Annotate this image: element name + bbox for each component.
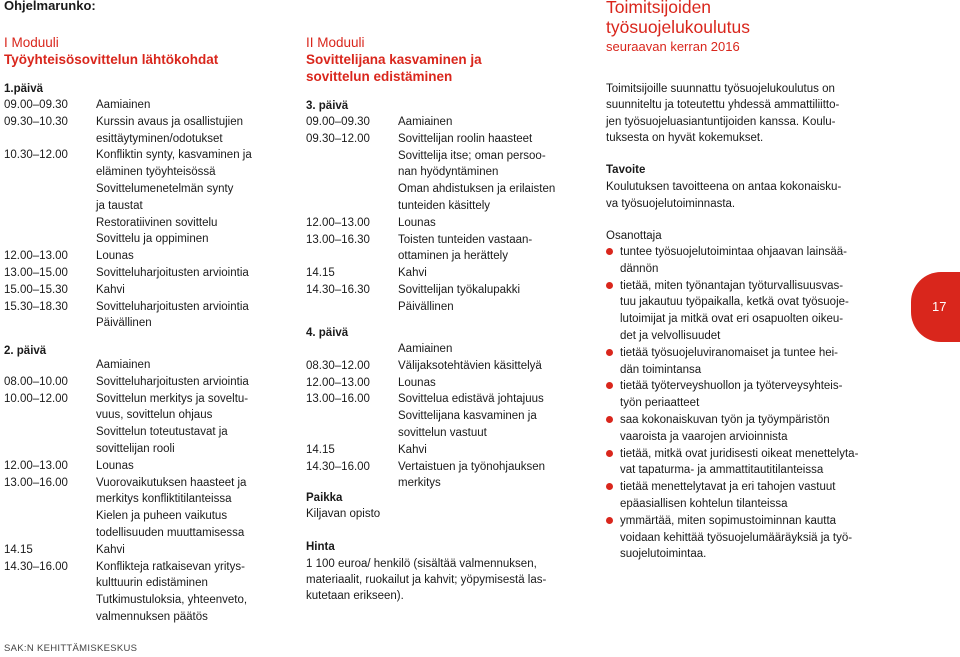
price-line-2: materiaalit, ruokailut ja kahvit; yöpymisestä las- bbox=[306, 574, 547, 586]
schedule-activity: Sovittelun merkitys ja soveltu- bbox=[96, 392, 249, 405]
outcome-text: epäasiallisen kohtelun tilanteissa bbox=[620, 497, 788, 510]
goal-line-1: Koulutuksen tavoitteena on antaa kokonaisku- bbox=[606, 181, 842, 193]
schedule-activity: tunteiden käsittely bbox=[398, 200, 491, 212]
schedule-activity: Vertaistuen ja työnohjauksen bbox=[398, 460, 546, 473]
schedule-activity: Sovitteluharjoitusten arviointia bbox=[96, 300, 249, 313]
schedule-activity: Kielen ja puheen vaikutus bbox=[96, 510, 228, 523]
schedule-time: 13.00–15.00 bbox=[4, 267, 68, 279]
place-value: Kiljavan opisto bbox=[306, 508, 381, 520]
schedule-time: 09.30–12.00 bbox=[306, 132, 370, 145]
goal-line-2: va työsuojelutoiminnasta. bbox=[606, 198, 736, 210]
schedule-activity: Lounas bbox=[96, 459, 134, 472]
intro-line-3: jen työsuojeluasiantuntijoiden kanssa. Koulu- bbox=[606, 116, 836, 128]
bullet-dot-icon bbox=[606, 349, 613, 356]
schedule-activity: Kahvi bbox=[398, 443, 427, 456]
outcome-text: vaaroista ja vaarojen arvioinnista bbox=[620, 430, 788, 443]
schedule-time: 14.30–16.00 bbox=[306, 460, 370, 473]
schedule-time: 08.30–12.00 bbox=[306, 359, 370, 372]
price-line-1: 1 100 euroa/ henkilö (sisältää valmennuksen, bbox=[306, 558, 537, 570]
schedule-activity: Aamiainen bbox=[398, 116, 453, 128]
outcome-text: dän toimintansa bbox=[620, 363, 702, 376]
schedule-activity: esittäytyminen/odotukset bbox=[96, 132, 223, 145]
outcome-text: voidaan kehittää työsuojelumääräyksiä ja työ- bbox=[620, 531, 853, 544]
outcome-text: tuu jakautuu työpaikalla, ketkä ovat työsuoje- bbox=[620, 296, 849, 309]
day-4-heading: 4. päivä bbox=[306, 327, 349, 339]
outcome-text: suojelutoimintaa. bbox=[620, 548, 707, 561]
schedule-activity: Kahvi bbox=[96, 543, 125, 556]
bullet-dot-icon bbox=[606, 517, 613, 524]
program-heading: Ohjelmarunko: bbox=[4, 0, 96, 13]
schedule-activity: Välijaksotehtävien käsittelyä bbox=[398, 359, 542, 372]
schedule-activity: Vuorovaikutuksen haasteet ja bbox=[96, 476, 247, 489]
schedule-activity: Päivällinen bbox=[398, 300, 454, 313]
schedule-activity: Konflikteja ratkaisevan yritys- bbox=[96, 560, 245, 573]
bullet-dot-icon bbox=[606, 416, 613, 423]
page-number: 17 bbox=[932, 299, 947, 314]
schedule-activity: Lounas bbox=[398, 376, 436, 389]
outcome-text: lutoimijat ja mitkä ovat eri osapuolten oikeu- bbox=[620, 313, 844, 326]
schedule-activity: Sovittelija itse; oman persoo- bbox=[398, 149, 546, 162]
module-1-title: Työyhteisösovittelun lähtökohdat bbox=[4, 52, 219, 67]
schedule-activity: Oman ahdistuksen ja erilaisten bbox=[398, 183, 556, 196]
schedule-activity: vuus, sovittelun ohjaus bbox=[96, 409, 213, 422]
day-1-heading: 1.päivä bbox=[4, 83, 43, 95]
page-number-tab bbox=[911, 272, 960, 342]
schedule-activity: eläminen työyhteisössä bbox=[96, 166, 216, 179]
module-1-label: I Moduuli bbox=[4, 35, 59, 50]
schedule-activity: Tutkimustuloksia, yhteenveto, bbox=[96, 594, 248, 607]
schedule-time: 12.00–13.00 bbox=[4, 459, 68, 472]
schedule-time: 09.00–09.30 bbox=[4, 99, 68, 111]
schedule-activity: merkitys konfliktitilanteissa bbox=[96, 493, 232, 506]
schedule-activity: Aamiainen bbox=[398, 343, 453, 355]
outcome-text: ymmärtää, miten sopimustoiminnan kautta bbox=[620, 514, 837, 527]
outcome-text: saa kokonaiskuvan työn ja työympäristön bbox=[620, 414, 830, 426]
schedule-activity: Sovittelijan työkalupakki bbox=[398, 284, 521, 296]
outcome-text: det ja velvollisuudet bbox=[620, 329, 721, 342]
schedule-activity: todellisuuden muuttamisessa bbox=[96, 527, 245, 539]
schedule-time: 14.30–16.00 bbox=[4, 560, 68, 573]
schedule-activity: Sovittelumenetelmän synty bbox=[96, 183, 234, 195]
schedule-activity: sovittelijan rooli bbox=[96, 443, 175, 455]
schedule-activity: Sovittelua edistävä johtajuus bbox=[398, 393, 544, 406]
schedule-time: 12.00–13.00 bbox=[306, 376, 370, 389]
schedule-activity: Aamiainen bbox=[96, 99, 151, 111]
outcome-text: tietää, mitkä ovat juridisesti oikeat menettelyta- bbox=[620, 447, 859, 460]
outcome-text: tuntee työsuojelutoimintaa ohjaavan lainsää- bbox=[620, 246, 847, 258]
day-2-heading: 2. päivä bbox=[4, 345, 47, 357]
schedule-activity: sovittelun vastuut bbox=[398, 427, 487, 439]
intro-line-4: tuksesta on hyvät kokemukset. bbox=[606, 132, 764, 144]
bullet-dot-icon bbox=[606, 282, 613, 289]
bullet-dot-icon bbox=[606, 248, 613, 255]
schedule-activity: Aamiainen bbox=[96, 359, 151, 371]
schedule-activity: nan hyödyntäminen bbox=[398, 166, 499, 179]
schedule-time: 15.00–15.30 bbox=[4, 283, 68, 296]
schedule-activity: Konfliktin synty, kasvaminen ja bbox=[96, 149, 252, 162]
schedule-time: 13.00–16.30 bbox=[306, 233, 370, 246]
goal-heading: Tavoite bbox=[606, 164, 646, 176]
schedule-time: 14.15 bbox=[306, 267, 335, 280]
schedule-activity: Sovittelijana kasvaminen ja bbox=[398, 410, 537, 423]
outcome-text: tietää, miten työnantajan työturvallisuusvas- bbox=[620, 279, 844, 292]
schedule-activity: Lounas bbox=[398, 216, 436, 229]
course-title-line-1: Toimitsijoiden bbox=[606, 0, 712, 17]
day-3-heading: 3. päivä bbox=[306, 100, 349, 112]
outcome-text: tietää työterveyshuollon ja työterveysyhteis- bbox=[620, 380, 843, 393]
footer-publisher: SAK:N KEHITTÄMISKESKUS bbox=[4, 643, 138, 654]
schedule-time: 14.30–16.30 bbox=[306, 284, 370, 296]
outcome-text: tietää menettelytavat ja eri tahojen vastuut bbox=[620, 481, 836, 494]
schedule-time: 15.30–18.30 bbox=[4, 300, 68, 313]
outcome-text: työn periaatteet bbox=[620, 397, 700, 410]
module-2-label: II Moduuli bbox=[306, 35, 365, 50]
price-heading: Hinta bbox=[306, 541, 335, 553]
schedule-activity: Sovittelijan roolin haasteet bbox=[398, 132, 533, 145]
outcomes-heading: Osanottaja bbox=[606, 230, 662, 242]
schedule-activity: ottaminen ja herättely bbox=[398, 250, 508, 263]
schedule-time: 09.00–09.30 bbox=[306, 116, 370, 128]
intro-line-2: suunniteltu ja toteutettu yhdessä ammattiliitto- bbox=[606, 99, 840, 111]
bullet-dot-icon bbox=[606, 382, 613, 389]
schedule-activity: merkitys bbox=[398, 477, 441, 490]
schedule-activity: Kahvi bbox=[398, 267, 427, 280]
schedule-time: 13.00–16.00 bbox=[4, 476, 68, 489]
schedule-activity: Toisten tunteiden vastaan- bbox=[398, 233, 533, 246]
schedule-time: 12.00–13.00 bbox=[306, 216, 370, 229]
schedule-time: 09.30–10.30 bbox=[4, 115, 68, 128]
price-line-3: kutetaan erikseen). bbox=[306, 590, 404, 602]
module-2-title-line-2: sovittelun edistäminen bbox=[306, 69, 453, 84]
schedule-activity: Sovitteluharjoitusten arviointia bbox=[96, 267, 249, 279]
schedule-activity: kulttuurin edistäminen bbox=[96, 577, 208, 590]
schedule-activity: Kahvi bbox=[96, 283, 125, 296]
module-2-title-line-1: Sovittelijana kasvaminen ja bbox=[306, 52, 482, 67]
bullet-dot-icon bbox=[606, 450, 613, 457]
schedule-activity: Päivällinen bbox=[96, 317, 152, 330]
outcome-text: dännön bbox=[620, 262, 659, 275]
schedule-time: 10.00–12.00 bbox=[4, 392, 68, 405]
schedule-activity: Sovittelun toteutustavat ja bbox=[96, 426, 228, 439]
schedule-activity: Kurssin avaus ja osallistujien bbox=[96, 115, 244, 128]
schedule-activity: valmennuksen päätös bbox=[96, 611, 208, 623]
schedule-activity: Lounas bbox=[96, 250, 134, 263]
schedule-time: 12.00–13.00 bbox=[4, 250, 68, 263]
schedule-time: 10.30–12.00 bbox=[4, 149, 68, 162]
schedule-time: 14.15 bbox=[4, 543, 33, 556]
schedule-time: 13.00–16.00 bbox=[306, 393, 370, 406]
course-title-line-2: työsuojelukoulutus bbox=[606, 17, 750, 37]
intro-line-1: Toimitsijoille suunnattu työsuojelukoulutus on bbox=[606, 83, 835, 95]
course-subtitle: seuraavan kerran 2016 bbox=[606, 39, 740, 54]
place-heading: Paikka bbox=[306, 492, 343, 504]
schedule-activity: Restoratiivinen sovittelu bbox=[96, 216, 218, 229]
schedule-activity: Sovitteluharjoitusten arviointia bbox=[96, 375, 249, 388]
schedule-activity: ja taustat bbox=[96, 199, 143, 212]
bullet-dot-icon bbox=[606, 483, 613, 490]
schedule-time: 08.00–10.00 bbox=[4, 375, 68, 388]
schedule-time: 14.15 bbox=[306, 443, 335, 456]
outcome-text: tietää työsuojeluviranomaiset ja tuntee hei- bbox=[620, 346, 838, 359]
outcome-text: vat tapaturma- ja ammattitautitilanteissa bbox=[620, 464, 824, 477]
schedule-activity: Sovittelu ja oppiminen bbox=[96, 233, 209, 246]
